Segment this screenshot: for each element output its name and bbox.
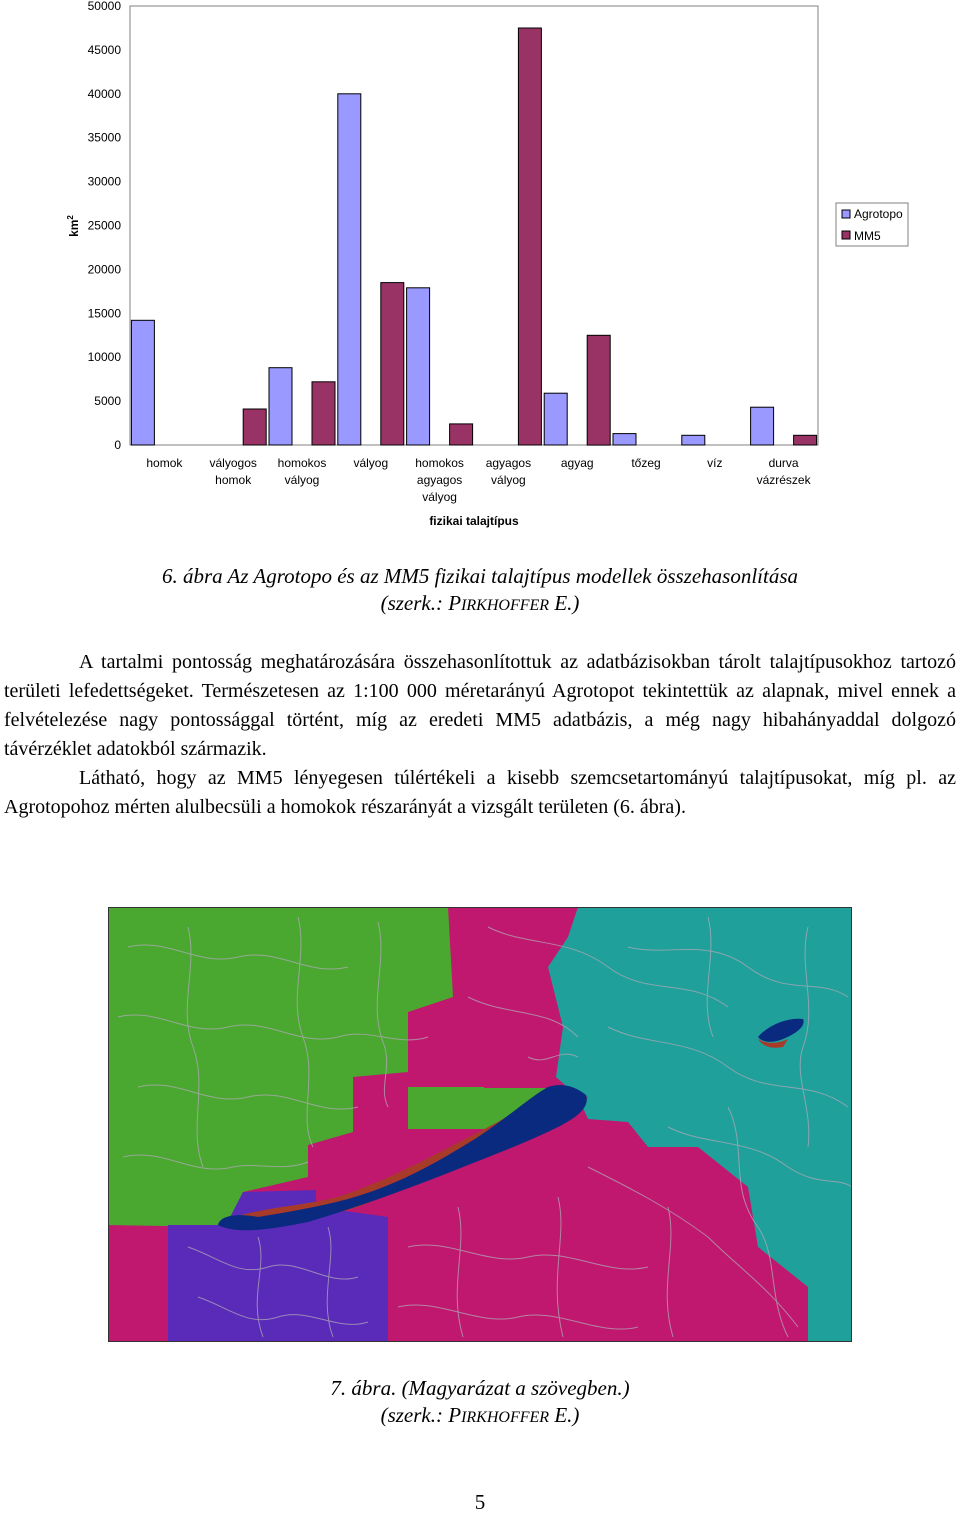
bar-mm5-1 [243,409,266,445]
y-tick-label: 0 [114,438,121,452]
paragraph-1: A tartalmi pontosság meghatározására összehasonlítottuk az adatbázisokban tárolt talajtípusokhoz tartozó területi lefedettségeket. Természetesen az 1:100 000 méretarányú Agrotopot tekintettük az alapnak, mivel ennek a felvételezése nagy pontossággal történt, míg az eredeti MM5 adatbázis, a még nagy hibahányaddal dolgozó távérzéklet adatokból származik. [4,651,956,760]
figure-6-caption-line1: 6. ábra Az Agrotopo és az MM5 fizikai talajtípus modellek összehasonlítása [161,564,799,588]
bar-agrotopo-6 [544,393,567,445]
y-tick-label: 45000 [87,42,121,57]
bar-chart [0,0,960,540]
figure-6-caption-credit: (szerk.: PIRKHOFFER E.) [380,591,580,615]
y-tick-label: 40000 [87,86,121,101]
bar-agrotopo-7 [613,434,636,445]
bar-agrotopo-2 [269,368,292,445]
y-tick-label: 5000 [94,394,121,409]
x-category-label: vályog [353,456,389,470]
x-category-label: víz [707,456,723,470]
bar-agrotopo-3 [338,94,361,445]
legend-swatch-agrotopo [842,210,850,218]
x-category-label: agyag [560,456,594,470]
legend-swatch-mm5 [842,231,850,239]
figure-7-caption [0,1375,960,1431]
x-category-label: homokos agyagos vályog [415,456,464,504]
y-tick-label: 10000 [87,350,121,365]
x-category-label: vályogos homok [209,456,257,487]
plot-area [130,6,818,445]
y-tick-label: 25000 [87,218,121,233]
bar-mm5-3 [381,283,404,445]
bar-agrotopo-8 [682,435,705,445]
paragraph-2: Látható, hogy az MM5 lényegesen túlértékeli a kisebb szemcsetartományú talajtípusokat, míg pl. az Agrotopohoz mérten alulbecsüli a homokok részarányát a vizsgált területen (6. ábra). [4,767,956,818]
legend-label-mm5: MM5 [854,229,881,243]
y-tick-label: 15000 [87,306,121,321]
x-category-label: tőzeg [631,456,661,470]
bar-mm5-4 [450,424,473,445]
y-axis-label-superscript: 2 [66,215,75,220]
body-text [4,648,956,822]
x-category-label: homokos vályog [277,456,327,487]
x-category-label: homok [146,456,183,470]
legend [836,203,908,246]
y-tick-label: 35000 [87,130,121,145]
figure-6-caption [0,563,960,619]
bar-mm5-5 [518,28,541,445]
legend-label-agrotopo: Agrotopo [854,207,903,221]
bar-agrotopo-4 [407,288,430,445]
figure-7-caption-line1: 7. ábra. (Magyarázat a szövegben.) [330,1376,630,1400]
soil-type-map [108,907,852,1342]
map-region-green-3 [408,1087,484,1129]
x-category-label: agyagos vályog [485,456,532,487]
bar-agrotopo-9 [751,407,774,445]
figure-7-caption-credit: (szerk.: PIRKHOFFER E.) [380,1403,580,1427]
x-axis-label: fizikai talajtípus [429,514,519,528]
y-tick-label: 30000 [87,174,121,189]
bar-agrotopo-0 [131,320,154,445]
x-category-label: durva vázrészek [756,456,811,487]
page-number: 5 [474,1490,486,1514]
bar-mm5-6 [587,335,610,445]
bar-mm5-9 [794,435,817,445]
bar-mm5-2 [312,382,335,445]
y-tick-label: 50000 [87,0,121,13]
y-axis-label: $km^2$ [66,215,81,237]
y-tick-label: 20000 [87,262,121,277]
